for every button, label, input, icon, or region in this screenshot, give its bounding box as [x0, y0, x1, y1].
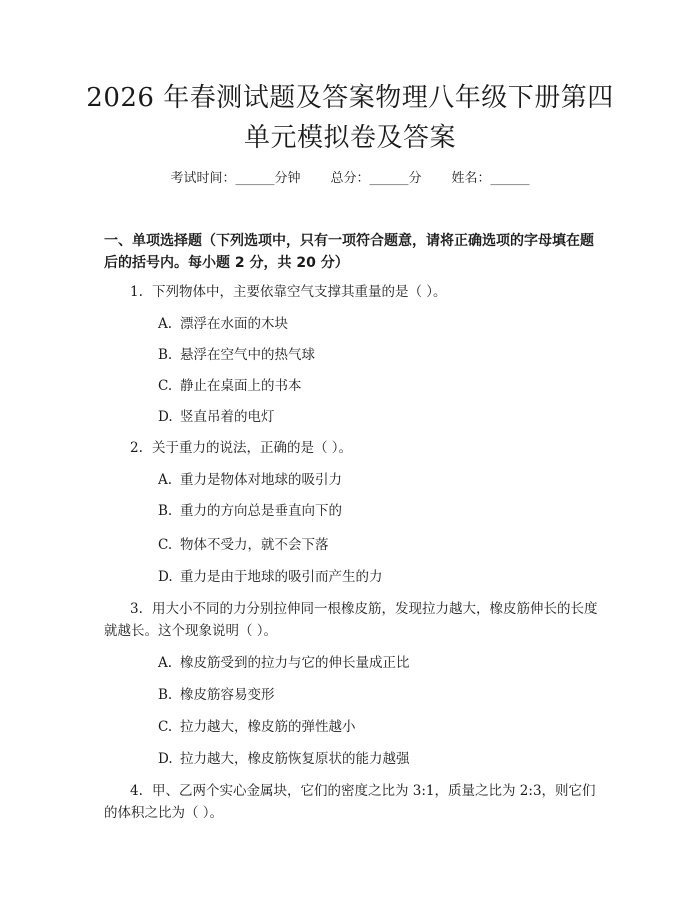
question-1-option-b: B. 悬浮在空气中的热气球	[158, 347, 315, 363]
student-name-field: 姓名：______	[451, 171, 530, 186]
question-3-option-a: A. 橡皮筋受到的拉力与它的伸长量成正比	[158, 655, 410, 671]
question-2-option-b: B. 重力的方向总是垂直向下的	[158, 503, 342, 519]
question-3-option-c: C. 拉力越大，橡皮筋的弹性越小	[158, 719, 356, 735]
question-3-option-d: D. 拉力越大，橡皮筋恢复原状的能力越强	[158, 751, 410, 767]
question-4	[104, 780, 604, 824]
question-text: 关于重力的说法，正确的是（ ）。	[152, 440, 353, 456]
question-1-option-c: C. 静止在桌面上的书本	[158, 378, 302, 394]
question-number: 2.	[130, 440, 143, 456]
exam-time-field: 考试时间：______分钟	[170, 171, 301, 186]
question-2-option-d: D. 重力是由于地球的吸引而产生的力	[158, 569, 383, 585]
question-2	[104, 437, 604, 459]
question-text: 甲、乙两个实心金属块，它们的密度之比为 3:1，质量之比为 2:3，则它们的体积之比为（ ）。	[104, 783, 596, 821]
question-number: 4.	[130, 783, 143, 799]
question-text: 用大小不同的力分别拉伸同一根橡皮筋，发现拉力越大，橡皮筋伸长的长度就越长。这个现象说明（ ）。	[104, 601, 598, 639]
document-title-line-2: 单元模拟卷及答案	[243, 123, 456, 153]
question-3	[104, 598, 604, 642]
total-score-field: 总分：______分	[330, 171, 422, 186]
question-text: 下列物体中，主要依靠空气支撑其重量的是（ ）。	[152, 284, 447, 300]
question-1-option-d: D. 竖直吊着的电灯	[158, 409, 275, 425]
question-1	[104, 281, 604, 303]
question-2-option-a: A. 重力是物体对地球的吸引力	[158, 472, 342, 488]
question-3-option-b: B. 橡皮筋容易变形	[158, 687, 275, 703]
question-number: 3.	[130, 601, 143, 617]
exam-meta	[0, 170, 700, 188]
document-title-line-1: 2026 年春测试题及答案物理八年级下册第四	[86, 83, 614, 113]
question-1-option-a: A. 漂浮在水面的木块	[158, 316, 288, 332]
section-heading: 一、单项选择题（下列选项中，只有一项符合题意，请将正确选项的字母填在题后的括号内。每小题 2 分，共 20 分）	[104, 233, 594, 271]
question-number: 1.	[130, 284, 143, 300]
question-2-option-c: C. 物体不受力，就不会下落	[158, 537, 329, 553]
